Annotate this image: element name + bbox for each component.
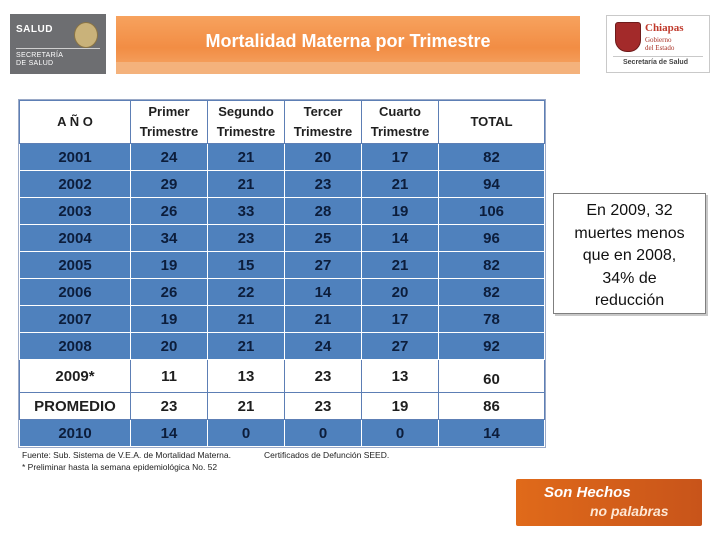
table-cell: 27: [285, 252, 362, 279]
table-row: [20, 393, 545, 420]
row-label-cell: 2005: [20, 252, 131, 279]
row-label-cell: 2004: [20, 225, 131, 252]
table-cell: 17: [362, 306, 439, 333]
table-cell: 34: [131, 225, 208, 252]
table-cell: 23: [285, 360, 362, 393]
column-header: Cuarto Trimestre: [362, 101, 439, 144]
table-cell: 82: [439, 279, 545, 306]
table-body: [20, 144, 545, 447]
table-cell: 21: [208, 306, 285, 333]
chiapas-logo: [606, 15, 710, 73]
row-label-cell: 2009*: [20, 360, 131, 393]
table-cell: 13: [208, 360, 285, 393]
table-cell: 106: [439, 198, 545, 225]
salud-logo-name: SALUD: [16, 24, 53, 35]
page-title: Mortalidad Materna por Trimestre: [205, 31, 491, 51]
table-cell: 26: [131, 279, 208, 306]
table-cell: 33: [208, 198, 285, 225]
table-cell: 19: [131, 306, 208, 333]
slogan-line-1: Son Hechos: [544, 484, 631, 501]
column-header: Segundo Trimestre: [208, 101, 285, 144]
maternal-mortality-table: [19, 100, 545, 447]
table-cell: 20: [285, 144, 362, 171]
column-header: Tercer Trimestre: [285, 101, 362, 144]
table-cell: 0: [362, 420, 439, 447]
title-bar-stripe: [116, 62, 580, 74]
chiapas-logo-department: Secretaría de Salud: [623, 59, 688, 66]
table-cell: 19: [131, 252, 208, 279]
callout-line: muertes menos: [574, 224, 685, 242]
preliminary-note: * Preliminar hasta la semana epidemiológica No. 52: [22, 462, 218, 472]
table-cell: 14: [285, 279, 362, 306]
salud-logo: [10, 14, 106, 74]
reduction-callout: [553, 193, 706, 314]
table-cell: 11: [131, 360, 208, 393]
table-cell: 96: [439, 225, 545, 252]
table-cell: 82: [439, 252, 545, 279]
table-row: [20, 144, 545, 171]
table-cell: 14: [362, 225, 439, 252]
table-row: [20, 360, 545, 393]
title-bar: [116, 16, 580, 74]
table-cell: 17: [362, 144, 439, 171]
row-label-cell: 2002: [20, 171, 131, 198]
row-label-cell: 2003: [20, 198, 131, 225]
table-cell: 15: [208, 252, 285, 279]
logo-divider: [613, 56, 703, 57]
table-cell: 0: [285, 420, 362, 447]
salud-logo-subtitle: SECRETARÍA DE SALUD: [16, 52, 64, 67]
table-cell: 24: [131, 144, 208, 171]
table-cell: 21: [208, 333, 285, 360]
table-cell: 60: [439, 360, 545, 393]
table-cell: 23: [208, 225, 285, 252]
table-cell: 24: [285, 333, 362, 360]
table-cell: 14: [131, 420, 208, 447]
table-cell: 27: [362, 333, 439, 360]
table-cell: 22: [208, 279, 285, 306]
table-cell: 86: [439, 393, 545, 420]
source-note-certificates: Certificados de Defunción SEED.: [264, 450, 390, 460]
table-cell: 21: [362, 252, 439, 279]
table-row: [20, 171, 545, 198]
table-cell: 19: [362, 393, 439, 420]
table-cell: 20: [131, 333, 208, 360]
mexico-seal-icon: [74, 22, 98, 48]
table-cell: 21: [285, 306, 362, 333]
table-cell: 28: [285, 198, 362, 225]
row-label-cell: 2006: [20, 279, 131, 306]
logo-divider: [16, 48, 100, 49]
table-row: [20, 198, 545, 225]
callout-line: 34% de: [602, 269, 657, 287]
table-row: [20, 306, 545, 333]
table-cell: 13: [362, 360, 439, 393]
table-cell: 29: [131, 171, 208, 198]
column-header: TOTAL: [439, 101, 545, 144]
table-cell: 25: [285, 225, 362, 252]
chiapas-logo-government: Gobierno del Estado: [645, 36, 675, 52]
table-cell: 26: [131, 198, 208, 225]
row-label-cell: 2007: [20, 306, 131, 333]
table-cell: 20: [362, 279, 439, 306]
row-label-cell: PROMEDIO: [20, 393, 131, 420]
table-cell: 23: [131, 393, 208, 420]
chiapas-shield-icon: [615, 22, 641, 52]
table-cell: 21: [208, 393, 285, 420]
callout-line: En 2009, 32: [586, 202, 673, 219]
source-note: Fuente: Sub. Sistema de V.E.A. de Mortalidad Materna.: [22, 450, 231, 460]
table-cell: 14: [439, 420, 545, 447]
row-label-cell: 2010: [20, 420, 131, 447]
table-cell: 23: [285, 393, 362, 420]
slogan-banner: [516, 479, 702, 526]
table-cell: 21: [208, 171, 285, 198]
table-row: [20, 225, 545, 252]
chiapas-logo-name: Chiapas: [645, 22, 684, 34]
table-cell: 78: [439, 306, 545, 333]
row-label-cell: 2001: [20, 144, 131, 171]
table-cell: 82: [439, 144, 545, 171]
table-row: [20, 279, 545, 306]
table-cell: 21: [362, 171, 439, 198]
column-header: Primer Trimestre: [131, 101, 208, 144]
table-cell: 0: [208, 420, 285, 447]
slogan-line-2: no palabras: [590, 503, 669, 519]
table-row: [20, 420, 545, 447]
table-cell: 19: [362, 198, 439, 225]
column-header: A Ñ O: [20, 101, 131, 144]
table-cell: 21: [208, 144, 285, 171]
table-cell: 92: [439, 333, 545, 360]
table-cell: 23: [285, 171, 362, 198]
table-cell: 94: [439, 171, 545, 198]
table-row: [20, 252, 545, 279]
callout-line: que en 2008,: [582, 247, 677, 264]
table-row: [20, 333, 545, 360]
row-label-cell: 2008: [20, 333, 131, 360]
callout-line: reducción: [594, 292, 665, 309]
table-header-row: [20, 101, 545, 144]
